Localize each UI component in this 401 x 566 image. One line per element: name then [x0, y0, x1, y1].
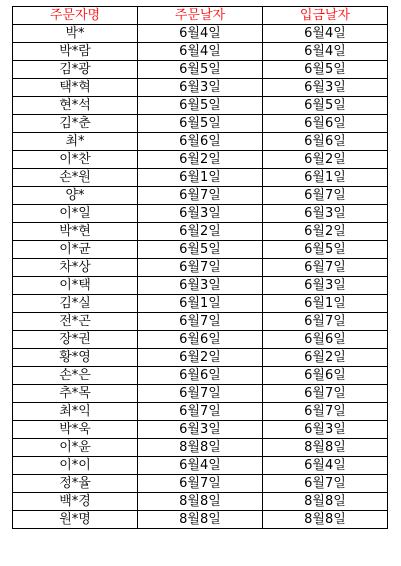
- deposit-date-cell: 8월8일: [263, 493, 388, 511]
- deposit-date-cell: 6월2일: [263, 151, 388, 169]
- deposit-date-cell: 6월7일: [263, 259, 388, 277]
- table-row: [13, 385, 388, 403]
- order-date-cell: 6월3일: [138, 421, 263, 439]
- orderer-name-cell: 김*춘: [13, 115, 138, 133]
- table-row: [13, 439, 388, 457]
- table-row: [13, 187, 388, 205]
- order-date-cell: 6월3일: [138, 277, 263, 295]
- orderer-name-cell: 박*: [13, 25, 138, 43]
- header-order-date: 주문날자: [138, 7, 263, 25]
- orderer-name-cell: 박*욱: [13, 421, 138, 439]
- table-row: [13, 115, 388, 133]
- deposit-date-cell: 6월5일: [263, 97, 388, 115]
- header-orderer-name: 주문자명: [13, 7, 138, 25]
- table-row: [13, 169, 388, 187]
- table-row: [13, 25, 388, 43]
- order-date-cell: 6월2일: [138, 349, 263, 367]
- order-date-cell: 6월5일: [138, 115, 263, 133]
- orderer-name-cell: 김*실: [13, 295, 138, 313]
- order-date-cell: 6월7일: [138, 403, 263, 421]
- orderer-name-cell: 추*목: [13, 385, 138, 403]
- orderer-name-cell: 김*광: [13, 61, 138, 79]
- orderer-name-cell: 황*영: [13, 349, 138, 367]
- table-row: [13, 331, 388, 349]
- table-body: [13, 25, 388, 529]
- orderer-name-cell: 손*은: [13, 367, 138, 385]
- orderer-name-cell: 정*율: [13, 475, 138, 493]
- table-row: [13, 223, 388, 241]
- order-date-cell: 8월8일: [138, 439, 263, 457]
- order-date-cell: 8월8일: [138, 511, 263, 529]
- order-date-cell: 6월6일: [138, 331, 263, 349]
- table-row: [13, 493, 388, 511]
- deposit-date-cell: 6월7일: [263, 475, 388, 493]
- order-date-cell: 6월7일: [138, 259, 263, 277]
- table-row: [13, 43, 388, 61]
- order-date-cell: 6월7일: [138, 313, 263, 331]
- orderer-name-cell: 최*: [13, 133, 138, 151]
- orderer-name-cell: 이*균: [13, 241, 138, 259]
- header-row: [13, 7, 388, 25]
- orderer-name-cell: 박*현: [13, 223, 138, 241]
- deposit-date-cell: 6월6일: [263, 115, 388, 133]
- deposit-date-cell: 6월4일: [263, 25, 388, 43]
- orderer-name-cell: 장*권: [13, 331, 138, 349]
- orderer-name-cell: 이*일: [13, 205, 138, 223]
- deposit-date-cell: 6월6일: [263, 367, 388, 385]
- deposit-date-cell: 6월3일: [263, 205, 388, 223]
- order-date-cell: 8월8일: [138, 493, 263, 511]
- table-row: [13, 511, 388, 529]
- table-row: [13, 367, 388, 385]
- orderer-name-cell: 택*혁: [13, 79, 138, 97]
- orderer-name-cell: 차*상: [13, 259, 138, 277]
- table-row: [13, 277, 388, 295]
- deposit-date-cell: 6월1일: [263, 169, 388, 187]
- order-date-cell: 6월6일: [138, 367, 263, 385]
- orderer-name-cell: 전*곤: [13, 313, 138, 331]
- order-date-cell: 6월3일: [138, 205, 263, 223]
- deposit-date-cell: 6월2일: [263, 223, 388, 241]
- order-date-cell: 6월2일: [138, 151, 263, 169]
- table-row: [13, 313, 388, 331]
- deposit-date-cell: 6월3일: [263, 79, 388, 97]
- order-date-cell: 6월4일: [138, 25, 263, 43]
- deposit-date-cell: 6월6일: [263, 331, 388, 349]
- deposit-date-cell: 6월6일: [263, 133, 388, 151]
- order-date-cell: 6월1일: [138, 169, 263, 187]
- order-date-cell: 6월7일: [138, 385, 263, 403]
- orderer-name-cell: 이*택: [13, 277, 138, 295]
- table-row: [13, 421, 388, 439]
- deposit-date-cell: 6월5일: [263, 61, 388, 79]
- deposit-date-cell: 6월7일: [263, 385, 388, 403]
- orderer-name-cell: 박*람: [13, 43, 138, 61]
- deposit-date-cell: 6월5일: [263, 241, 388, 259]
- deposit-date-cell: 6월4일: [263, 457, 388, 475]
- deposit-date-cell: 6월3일: [263, 277, 388, 295]
- table-row: [13, 259, 388, 277]
- orderer-name-cell: 이*윤: [13, 439, 138, 457]
- orderer-name-cell: 최*익: [13, 403, 138, 421]
- deposit-date-cell: 6월7일: [263, 313, 388, 331]
- deposit-date-cell: 6월4일: [263, 43, 388, 61]
- table-row: [13, 457, 388, 475]
- order-date-cell: 6월7일: [138, 187, 263, 205]
- table-row: [13, 295, 388, 313]
- deposit-date-cell: 8월8일: [263, 439, 388, 457]
- deposit-date-cell: 6월3일: [263, 421, 388, 439]
- order-date-cell: 6월6일: [138, 133, 263, 151]
- orderer-name-cell: 백*경: [13, 493, 138, 511]
- deposit-date-cell: 6월7일: [263, 187, 388, 205]
- table-row: [13, 79, 388, 97]
- orderer-name-cell: 양*: [13, 187, 138, 205]
- order-date-cell: 6월5일: [138, 61, 263, 79]
- order-date-cell: 6월1일: [138, 295, 263, 313]
- table-row: [13, 403, 388, 421]
- table-row: [13, 133, 388, 151]
- order-date-cell: 6월7일: [138, 475, 263, 493]
- deposit-date-cell: 6월7일: [263, 403, 388, 421]
- table-row: [13, 205, 388, 223]
- order-date-cell: 6월5일: [138, 241, 263, 259]
- order-date-cell: 6월4일: [138, 457, 263, 475]
- table-row: [13, 97, 388, 115]
- orderer-name-cell: 손*원: [13, 169, 138, 187]
- deposit-date-cell: 8월8일: [263, 511, 388, 529]
- order-date-cell: 6월4일: [138, 43, 263, 61]
- table-row: [13, 349, 388, 367]
- orderer-name-cell: 원*명: [13, 511, 138, 529]
- deposit-date-cell: 6월1일: [263, 295, 388, 313]
- table-row: [13, 61, 388, 79]
- table-row: [13, 241, 388, 259]
- order-deposit-table: [12, 6, 388, 529]
- orderer-name-cell: 이*찬: [13, 151, 138, 169]
- table-row: [13, 151, 388, 169]
- header-deposit-date: 입금날자: [263, 7, 388, 25]
- deposit-date-cell: 6월2일: [263, 349, 388, 367]
- table-row: [13, 475, 388, 493]
- order-date-cell: 6월5일: [138, 97, 263, 115]
- orderer-name-cell: 이*이: [13, 457, 138, 475]
- orderer-name-cell: 현*석: [13, 97, 138, 115]
- order-date-cell: 6월2일: [138, 223, 263, 241]
- order-date-cell: 6월3일: [138, 79, 263, 97]
